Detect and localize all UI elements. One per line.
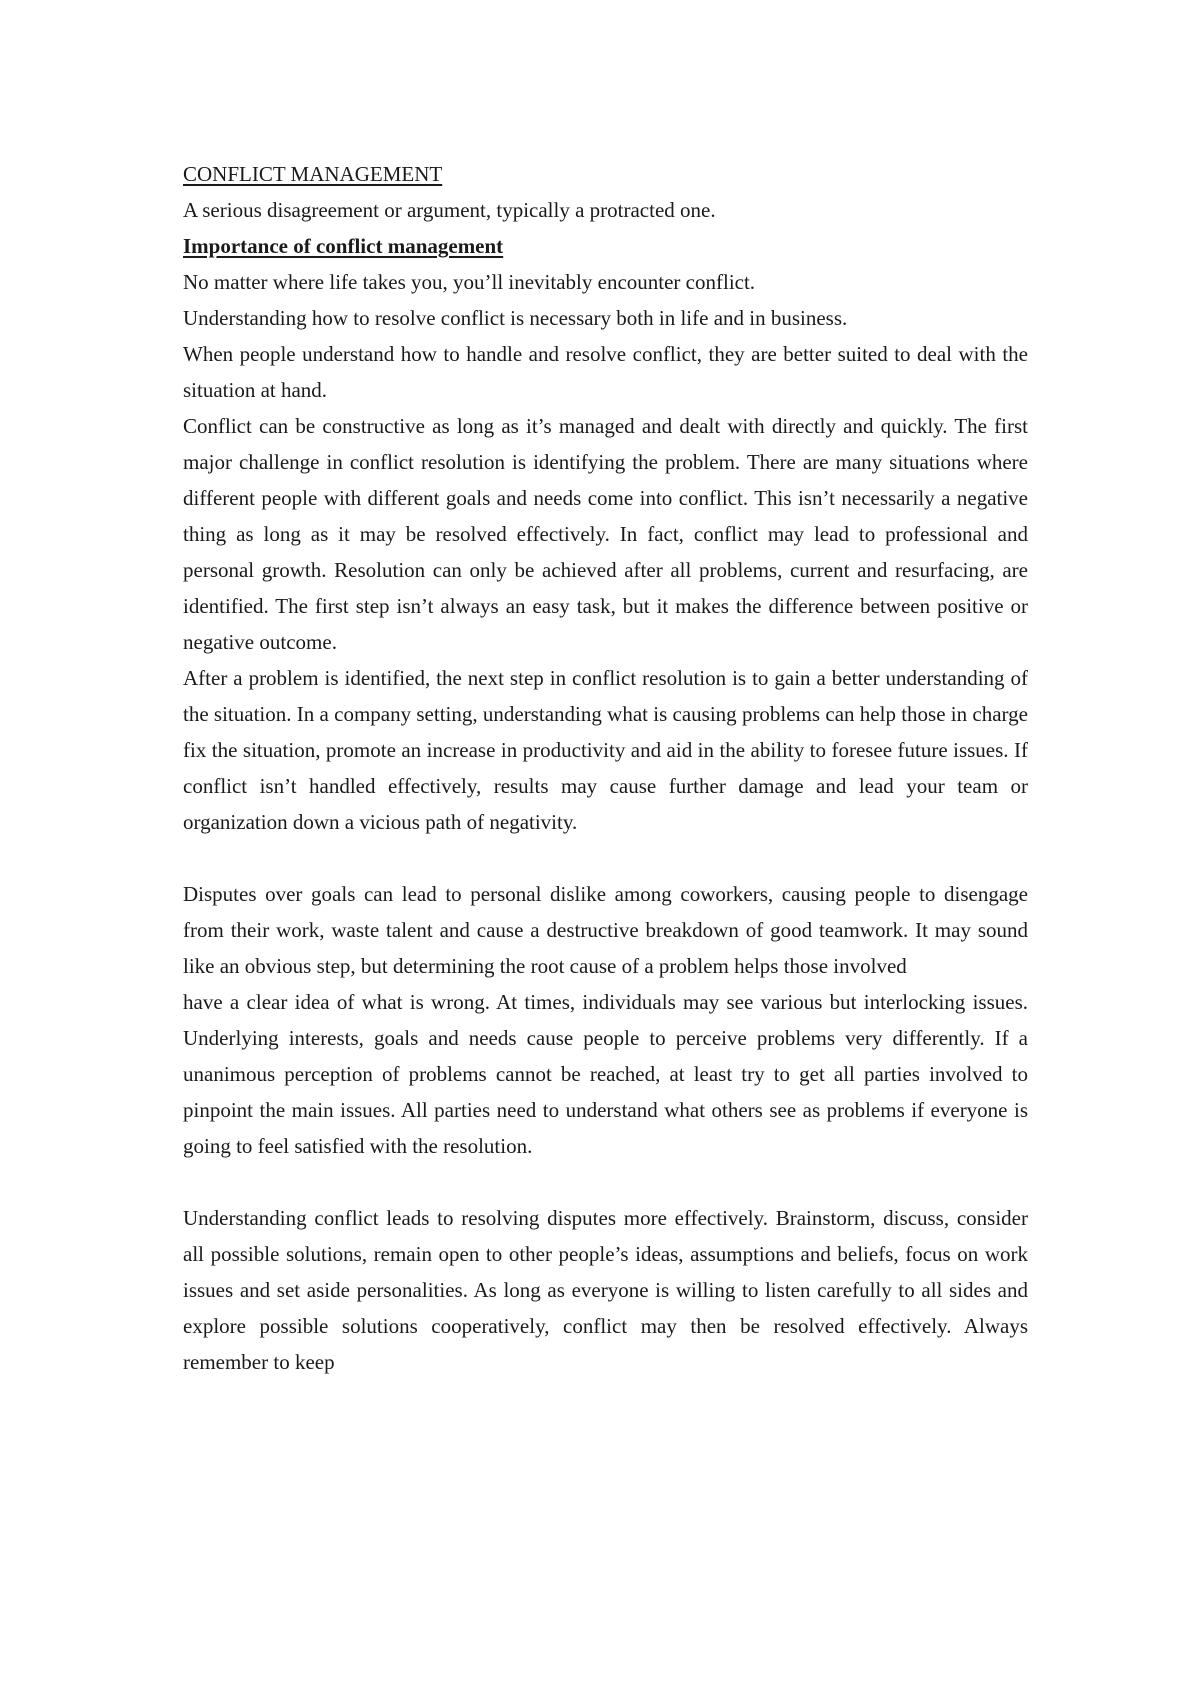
document-title: CONFLICT MANAGEMENT xyxy=(183,162,443,186)
section-heading: Importance of conflict management xyxy=(183,234,504,258)
paragraph-clear-idea: have a clear idea of what is wrong. At times, individuals may see various but interlocking issues. Underlying interests, goals and needs cause people to perceive problems very differently. If a unanimous perception of problems cannot be reached, at least try to get all parties involved to pinpoint the main issues. All parties need to understand what others see as problems if everyone is going to feel satisfied with the resolution. xyxy=(183,990,1028,1158)
document-page xyxy=(183,156,1028,1380)
paragraph-disputes-over-goals: Disputes over goals can lead to personal dislike among coworkers, causing people to disengage from their work, waste talent and cause a destructive breakdown of good teamwork. It may sound like an obvious step, but determining the root cause of a problem helps those involved xyxy=(183,882,1028,978)
paragraph-spacer xyxy=(183,840,1028,876)
definition-text: A serious disagreement or argument, typically a protracted one. xyxy=(183,198,716,222)
paragraph-inevitable-conflict: No matter where life takes you, you’ll inevitably encounter conflict. xyxy=(183,270,756,294)
paragraph-constructive-conflict: Conflict can be constructive as long as it’s managed and dealt with directly and quickly. The first major challenge in conflict resolution is identifying the problem. There are many situations where different people with different goals and needs come into conflict. This isn’t necessarily a negative thing as long as it may be resolved effectively. In fact, conflict may lead to professional and personal growth. Resolution can only be achieved after all problems, current and resurfacing, are identified. The first step isn’t always an easy task, but it makes the difference between positive or negative outcome. xyxy=(183,414,1028,654)
paragraph-after-identified: After a problem is identified, the next step in conflict resolution is to gain a better understanding of the situation. In a company setting, understanding what is causing problems can help those in charge fix the situation, promote an increase in productivity and aid in the ability to foresee future issues. If conflict isn’t handled effectively, results may cause further damage and lead your team or organization down a vicious path of negativity. xyxy=(183,666,1028,834)
paragraph-spacer xyxy=(183,1164,1028,1200)
paragraph-resolve-necessary: Understanding how to resolve conflict is necessary both in life and in business. xyxy=(183,306,848,330)
paragraph-better-suited: When people understand how to handle and resolve conflict, they are better suited to deal with the situation at hand. xyxy=(183,342,1028,402)
paragraph-understanding-conflict: Understanding conflict leads to resolving disputes more effectively. Brainstorm, discuss, consider all possible solutions, remain open to other people’s ideas, assumptions and beliefs, focus on work issues and set aside personalities. As long as everyone is willing to listen carefully to all sides and explore possible solutions cooperatively, conflict may then be resolved effectively. Always remember to keep xyxy=(183,1206,1028,1374)
